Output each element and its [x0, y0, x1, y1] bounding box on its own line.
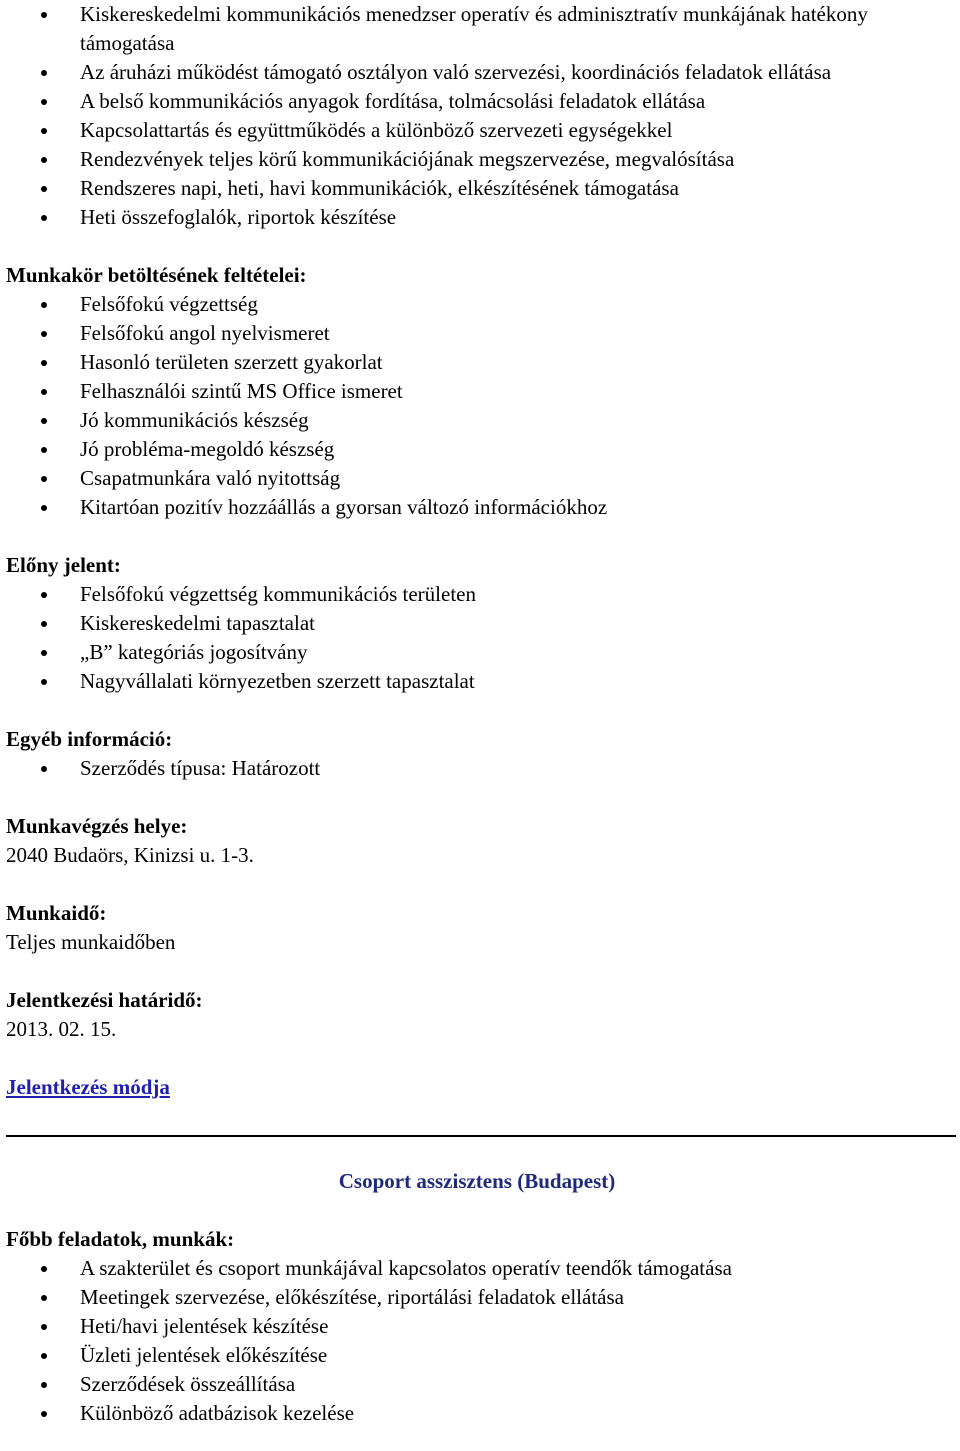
list-item: Hasonló területen szerzett gyakorlat: [0, 348, 960, 377]
list-item: Kapcsolattartás és együttműködés a különböző szervezeti egységekkel: [0, 116, 960, 145]
list-item: Heti/havi jelentések készítése: [0, 1312, 960, 1341]
position-title: Csoport asszisztens (Budapest): [338, 1169, 616, 1193]
other-info-heading: Egyéb információ:: [6, 727, 173, 751]
duties-list: [0, 0, 960, 232]
list-item: A szakterület és csoport munkájával kapcsolatos operatív teendők támogatása: [0, 1254, 960, 1283]
section-divider: [6, 1135, 956, 1137]
list-item: Rendszeres napi, heti, havi kommunikációk, elkészítésének támogatása: [0, 174, 960, 203]
list-item: Csapatmunkára való nyitottság: [0, 464, 960, 493]
list-item: Felhasználói szintű MS Office ismeret: [0, 377, 960, 406]
list-item: Szerződés típusa: Határozott: [0, 754, 960, 783]
list-item: Felsőfokú angol nyelvismeret: [0, 319, 960, 348]
list-item: Az áruházi működést támogató osztályon való szervezési, koordinációs feladatok ellátása: [0, 58, 960, 87]
list-item: Heti összefoglalók, riportok készítése: [0, 203, 960, 232]
list-item: Üzleti jelentések előkészítése: [0, 1341, 960, 1370]
list-item: Rendezvények teljes körű kommunikációjának megszervezése, megvalósítása: [0, 145, 960, 174]
list-item: Jó probléma-megoldó készség: [0, 435, 960, 464]
position-duties-list: [0, 1254, 960, 1428]
list-item: Kiskereskedelmi tapasztalat: [0, 609, 960, 638]
list-item: Felsőfokú végzettség kommunikációs területen: [0, 580, 960, 609]
other-info-list: [0, 754, 960, 783]
advantages-heading: Előny jelent:: [6, 553, 121, 577]
list-item: Szerződések összeállítása: [0, 1370, 960, 1399]
requirements-heading: Munkakör betöltésének feltételei:: [6, 263, 307, 287]
deadline-value: 2013. 02. 15.: [6, 1017, 117, 1041]
list-item: Különböző adatbázisok kezelése: [0, 1399, 960, 1428]
list-item: Kitartóan pozitív hozzáállás a gyorsan változó információkhoz: [0, 493, 960, 522]
working-hours-value: Teljes munkaidőben: [6, 930, 176, 954]
list-item: A belső kommunikációs anyagok fordítása, tolmácsolási feladatok ellátása: [0, 87, 960, 116]
list-item: Jó kommunikációs készség: [0, 406, 960, 435]
list-item: Felsőfokú végzettség: [0, 290, 960, 319]
list-item: Meetingek szervezése, előkészítése, riportálási feladatok ellátása: [0, 1283, 960, 1312]
requirements-list: [0, 290, 960, 522]
apply-link[interactable]: Jelentkezés módja: [6, 1075, 170, 1099]
list-item: Kiskereskedelmi kommunikációs menedzser operatív és adminisztratív munkájának hatékony támogatása: [0, 0, 960, 58]
advantages-list: [0, 580, 960, 696]
workplace-value: 2040 Budaörs, Kinizsi u. 1-3.: [6, 843, 254, 867]
deadline-heading: Jelentkezési határidő:: [6, 988, 203, 1012]
working-hours-heading: Munkaidő:: [6, 901, 107, 925]
list-item: „B” kategóriás jogosítvány: [0, 638, 960, 667]
duties-heading: Főbb feladatok, munkák:: [6, 1227, 235, 1251]
list-item: Nagyvállalati környezetben szerzett tapasztalat: [0, 667, 960, 696]
workplace-heading: Munkavégzés helye:: [6, 814, 188, 838]
